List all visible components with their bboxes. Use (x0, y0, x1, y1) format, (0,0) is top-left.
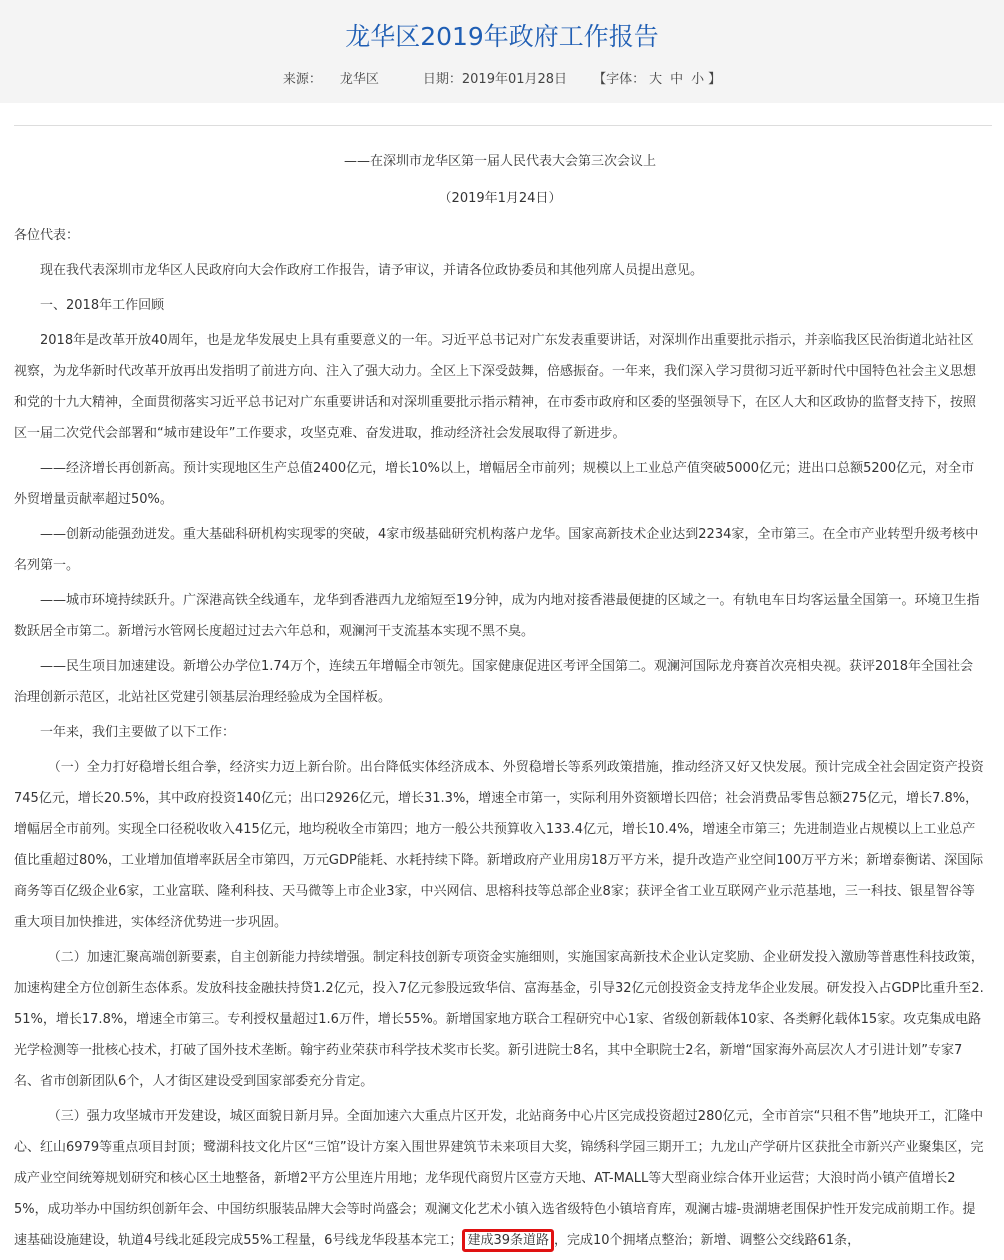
article-header (0, 0, 1004, 103)
paragraph-economy: ——经济增长再创新高。预计实现地区生产总值2400亿元，增长10%以上，增幅居全市前列；规模以上工业总产值突破5000亿元；进出口总额5200亿元，对全市外贸增量贡献率超过50%。 (14, 461, 975, 507)
paragraph-work-intro: 一年来，我们主要做了以下工作： (40, 725, 236, 740)
date-label: 日期： (422, 72, 462, 87)
article-meta (0, 71, 1004, 89)
paragraph-environment: ——城市环境持续跃升。广深港高铁全线通车，龙华到香港西九龙缩短至19分钟，成为内地对接香港最便捷的区域之一。有轨电车日均客运量全国第一。环境卫生指数跃居全市第二。新增污水管网长度超过过去六年总和，观澜河干支流基本实现不黑不臭。 (14, 593, 980, 639)
font-size-medium-button[interactable]: 中 (670, 72, 684, 87)
font-size-small-button[interactable]: 小 (691, 72, 705, 87)
paragraph-growth: （一）全力打好稳增长组合拳，经济实力迈上新台阶。出台降低实体经济成本、外贸稳增长等系列政策措施，推动经济又好又快发展。预计完成全社会固定资产投资745亿元，增长20.5%，其中政府投资140亿元；出口2926亿元，增长31.3%，增速全市第一，实际利用外资额增长四倍；社会消费品零售总额275亿元，增长7.8%，增幅居全市前列。实现全口径税收收入415亿元，地均税收全市第四；地方一般公共预算收入133.4亿元，增长10.4%，增速全市第三；先进制造业占规模以上工业总产值比重超过80%，工业增加值增率跃居全市第四，万元GDP能耗、水耗持续下降。新增政府产业用房18万平方米，提升改造产业空间100万平方米；新增泰衡诺、深国际商务等百亿级企业6家，工业富联、隆利科技、天马微等上市企业3家，中兴网信、思榕科技等总部企业8家；获评全省工业互联网产业示范基地，三一科技、银星智谷等重大项目加快推进，实体经济优势进一步巩固。 (14, 760, 984, 930)
font-size-large-button[interactable]: 大 (649, 72, 663, 87)
section-heading: 一、2018年工作回顾 (40, 298, 165, 313)
salutation: 各位代表： (14, 228, 80, 243)
font-size-open: 【字体： (593, 72, 646, 87)
source-label: 来源： (282, 72, 322, 87)
report-subtitle: ——在深圳市龙华区第一届人民代表大会第三次会议上 (343, 154, 656, 169)
paragraph-livelihood: ——民生项目加速建设。新增公办学位1.74万个，连续五年增幅全市领先。国家健康促进区考评全国第二。观澜河国际龙舟赛首次亮相央视。获评2018年全国社会治理创新示范区，北站社区党建引领基层治理经验成为全国样板。 (14, 659, 974, 705)
paragraph-city-development (14, 1101, 986, 1256)
header-divider (14, 125, 992, 126)
date-value: 2019年01月28日 (461, 72, 568, 87)
paragraph-innovation-elements: （二）加速汇聚高端创新要素，自主创新能力持续增强。制定科技创新专项资金实施细则，实施国家高新技术企业认定奖励、企业研发投入激励等普惠性科技政策，加速构建全方位创新生态体系。发放科技金融扶持贷1.2亿元，投入7亿元参股远致华信、富海基金，引导32亿元创投资金支持龙华企业发展。研发投入占GDP比重升至2.51%，增长17.8%，增速全市第三。专利授权量超过1.6万件，增长55%。新增国家地方联合工程研究中心1家、省级创新载体10家、各类孵化载体15家。攻克集成电路光学检测等一批核心技术，打破了国外技术垄断。翰宇药业荣获市科学技术奖市长奖。新引进院士8名，其中全职院士2名，新增“国家海外高层次人才引进计划”专家7名、省市创新团队6个，人才街区建设受到国家部委充分肯定。 (14, 950, 984, 1089)
paragraph-overview: 2018年是改革开放40周年，也是龙华发展史上具有重要意义的一年。习近平总书记对广东发表重要讲话，对深圳作出重要批示指示，并亲临我区民治街道北站社区视察，为龙华新时代改革开放再出发指明了前进方向、注入了强大动力。全区上下深受鼓舞，倍感振奋。一年来，我们深入学习贯彻习近平新时代中国特色社会主义思想和党的十九大精神，全面贯彻落实习近平总书记对广东重要讲话和对深圳重要批示指示精神，在市委市政府和区委的坚强领导下，在区人大和区政协的监督支持下，按照区一届二次党代会部署和“城市建设年”工作要求，攻坚克难、奋发进取，推动经济社会发展取得了新进步。 (14, 333, 977, 441)
paragraph-innovation: ——创新动能强劲迸发。重大基础科研机构实现零的突破，4家市级基础研究机构落户龙华。国家高新技术企业达到2234家，全市第三。在全市产业转型升级考核中名列第一。 (14, 527, 979, 573)
paragraph-text-after: ，完成10个拥堵点整治；新增、调整公交线路61条， (553, 1233, 861, 1248)
highlighted-text: 建成39条道路 (462, 1229, 554, 1252)
page-title: 龙华区2019年政府工作报告 (345, 22, 659, 51)
source-value: 龙华区 (339, 72, 379, 87)
report-date: （2019年1月24日） (438, 191, 562, 206)
article-body (14, 146, 986, 1260)
font-size-close: 】 (708, 72, 722, 87)
paragraph-text-before: （三）强力攻坚城市开发建设，城区面貌日新月异。全面加速六大重点片区开发，北站商务中心片区完成投资超过280亿元，全市首宗“只租不售”地块开工，汇隆中心、红山6979等重点项目封顶；鹭湖科技文化片区“三馆”设计方案入围世界建筑节未来项目大奖，锦绣科学园三期开工；九龙山产学研片区获批全市新兴产业聚集区，完成产业空间统筹规划研究和核心区土地整备，新增2平方公里连片用地；龙华现代商贸片区壹方天地、AT-MALL等大型商业综合体开业运营；大浪时尚小镇产值增长25%，成功举办中国纺织创新年会、中国纺织服装品牌大会等时尚盛会；观澜文化艺术小镇入选省级特色小镇培育库，观澜古墟-贵湖塘老围保护性开发完成前期工作。提速基础设施建设，轨道4号线北延段完成55%工程量，6号线龙华段基本完工； (14, 1109, 984, 1248)
intro-paragraph: 现在我代表深圳市龙华区人民政府向大会作政府工作报告，请予审议，并请各位政协委员和其他列席人员提出意见。 (40, 263, 704, 278)
